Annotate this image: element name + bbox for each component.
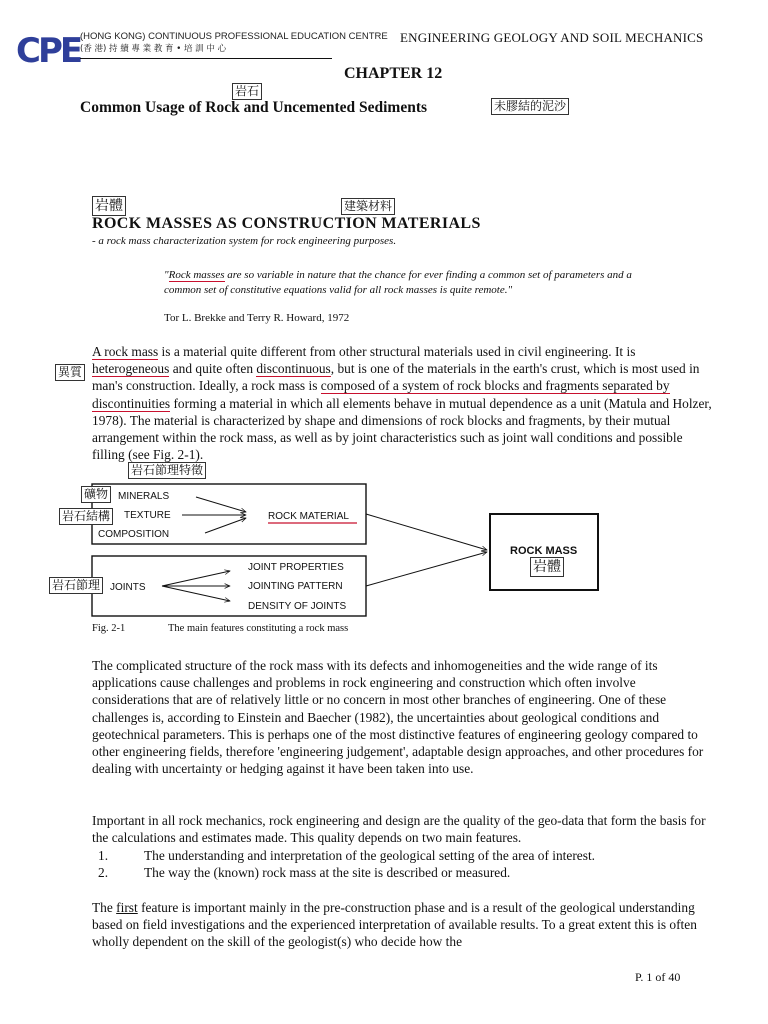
label-joints: JOINTS	[110, 582, 146, 593]
para4-text-a: The	[92, 900, 117, 915]
annotation-rock-mass-diagram: 岩體	[530, 557, 564, 577]
term-heterogeneous: heterogeneous	[92, 361, 170, 377]
label-jointing-pattern: JOINTING PATTERN	[248, 581, 343, 592]
epigraph-quote	[164, 268, 644, 298]
para1-text-b: and quite often	[169, 361, 257, 377]
annotation-joint-features: 岩石節理特徵	[128, 462, 206, 479]
figure-caption-text: The main features constituting a rock mass	[168, 623, 349, 634]
annotation-heterogeneous: 異質	[55, 364, 85, 381]
header-divider	[80, 58, 332, 59]
para4-text-b: feature is important mainly in the pre-construction phase and is a result of the geological understanding based on field investigations and the experienced interpretation of available results. To a great extent this is often wholly dependent on the skill of the geologist(s) who decide how the	[92, 900, 697, 950]
org-name-zh: (香 港) 持 續 專 業 教 育 • 培 訓 中 心	[80, 44, 227, 54]
arrow-joints-to-mass	[366, 552, 487, 586]
annotation-minerals: 礦物	[81, 486, 111, 503]
cpe-logo	[16, 22, 81, 71]
quote-text: are so variable in nature that the chance for ever finding a common set of parameters and a common set of constitutive equations valid for all rock masses is quite remote."	[164, 269, 632, 296]
term-composed-system: composed of a system of rock blocks and fragments separated by discontinuities	[92, 378, 670, 411]
org-name-en: (HONG KONG) CONTINUOUS PROFESSIONAL EDUCATION CENTRE	[80, 31, 388, 42]
arrow-density-of-joints	[162, 586, 230, 601]
arrow-material-to-mass	[366, 514, 487, 550]
label-texture: TEXTURE	[124, 510, 171, 521]
figure-caption-number: Fig. 2-1	[92, 623, 126, 634]
chapter-label: CHAPTER 12	[344, 65, 443, 82]
list-text: The way the (known) rock mass at the site is described or measured.	[144, 865, 511, 880]
cpe-logo-text: CPE	[16, 31, 81, 71]
term-first: first	[116, 900, 138, 915]
list-item	[92, 847, 595, 864]
list-number: 2.	[98, 865, 109, 880]
label-rock-mass: ROCK MASS	[510, 545, 578, 557]
paragraph-first-feature	[92, 899, 712, 951]
quote-highlight: Rock masses	[168, 269, 225, 281]
label-composition: COMPOSITION	[98, 529, 170, 540]
paragraph-challenges: The complicated structure of the rock mass with its defects and inhomogeneities and the wide range of its applications cause challenges and problems in rock engineering and construction which often involve considerations that are of relatively little or no concern in most other branches of engineering. One of these challenges is, according to Einstein and Baecher (1982), the uncertainties about geological conditions and geotechnical parameters. This is perhaps one of the most distinctive features of engineering geology compared to other engineering fields, therefore 'engineering judgement', adaptable design approaches, and other procedures for dealing with uncertainty or hedging against it have been taken into use.	[92, 658, 704, 777]
label-minerals: MINERALS	[118, 491, 170, 502]
quote-attribution: Tor L. Brekke and Terry R. Howard, 1972	[164, 312, 350, 324]
rock-mass-diagram	[50, 478, 610, 618]
arrow-composition	[205, 518, 246, 533]
section-title: ROCK MASSES AS CONSTRUCTION MATERIALS	[92, 215, 481, 232]
quote-open-mark: "	[164, 269, 169, 281]
para1-text-d: forming a material in which all elements behave in mutual dependence as a unit (Matula and Holzer, 1978). The material is characterized by shape and dimensions of rock blocks and fragments, by their mutual arrangement within the rock mass, as well as by joint characteristics such as joint wall conditions and possible filling (see Fig. 2-1).	[92, 395, 712, 463]
arrow-joint-properties	[162, 571, 230, 586]
section-subtitle: - a rock mass characterization system for rock engineering purposes.	[92, 235, 397, 247]
page-number: P. 1 of 40	[635, 970, 681, 984]
term-discontinuous: discontinuous	[256, 361, 331, 377]
annotation-construction-materials: 建築材料	[341, 198, 395, 215]
annotation-rock-mass-title: 岩體	[92, 196, 126, 216]
running-title: ENGINEERING GEOLOGY AND SOIL MECHANICS	[400, 30, 704, 45]
chapter-title: Common Usage of Rock and Uncemented Sediments	[80, 99, 428, 116]
term-rock-mass: A rock mass	[92, 344, 159, 359]
para1-text-c: , but is one of the materials in the earth's crust, which is most used in man's construction. Ideally, a rock mass is	[92, 361, 700, 394]
arrow-minerals	[196, 497, 246, 512]
annotation-texture: 岩石結構	[59, 508, 113, 525]
paragraph-rock-mass-definition	[92, 343, 712, 463]
annotation-sediments: 未膠結的泥沙	[491, 98, 569, 115]
list-number: 1.	[98, 848, 109, 863]
paragraph-geo-data-quality: Important in all rock mechanics, rock engineering and design are the quality of the geo-data that form the basis for the calculations and estimates made. This quality depends on two main features.	[92, 813, 706, 846]
annotation-joints: 岩石節理	[49, 577, 103, 594]
list-item	[92, 864, 510, 881]
para1-text-a: is a material quite different from other structural materials used in civil engineering. It is	[158, 344, 636, 359]
label-density-of-joints: DENSITY OF JOINTS	[248, 601, 347, 612]
label-joint-properties: JOINT PROPERTIES	[248, 562, 344, 573]
annotation-rock: 岩石	[232, 83, 262, 100]
label-rock-material: ROCK MATERIAL	[268, 511, 349, 522]
list-text: The understanding and interpretation of the geological setting of the area of interest.	[144, 848, 596, 863]
